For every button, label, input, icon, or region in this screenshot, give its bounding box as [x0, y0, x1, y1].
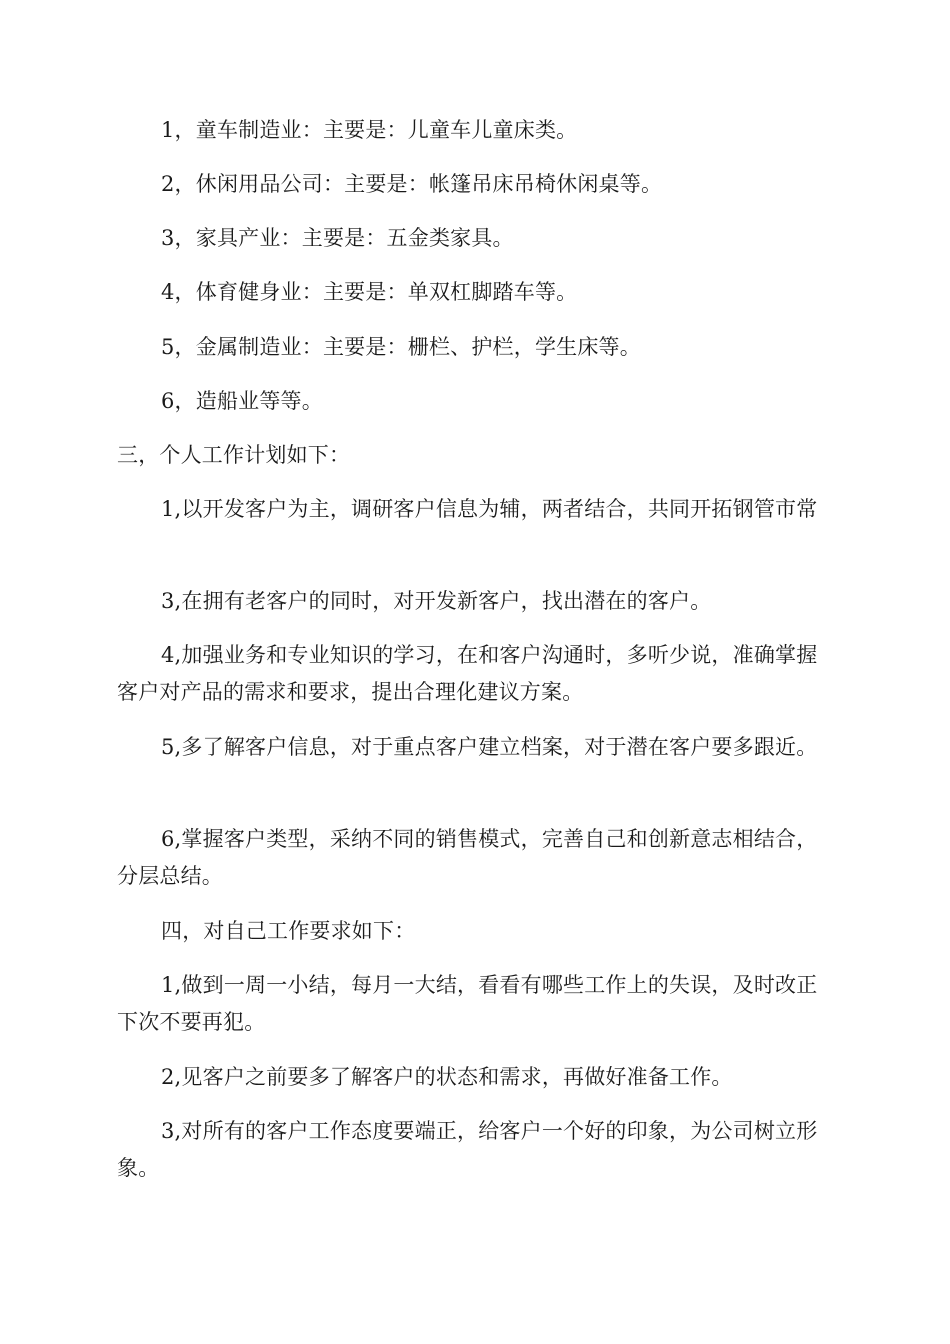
section-heading-4: 四，对自己工作要求如下： [161, 919, 416, 943]
paragraph-item-5: 5，金属制造业：主要是：栅栏、护栏，学生床等。 [161, 335, 641, 359]
requirement-item-1: 1,做到一周一小结，每月一大结，看看有哪些工作上的失误，及时改正下次不要再犯。 [117, 973, 818, 1034]
paragraph-item-2: 2，休闲用品公司：主要是：帐篷吊床吊椅休闲桌等。 [161, 172, 663, 196]
plan-item-4: 4,加强业务和专业知识的学习，在和客户沟通时，多听少说，准确掌握客户对产品的需求和要求，提出合理化建议方案。 [117, 643, 818, 704]
paragraph-item-1: 1，童车制造业：主要是：儿童车儿童床类。 [161, 118, 578, 142]
plan-item-5: 5,多了解客户信息，对于重点客户建立档案，对于潜在客户要多跟近。 [161, 735, 818, 759]
plan-item-6: 6,掌握客户类型，采纳不同的销售模式，完善自己和创新意志相结合，分层总结。 [117, 827, 818, 888]
paragraph-item-6: 6，造船业等等。 [161, 389, 323, 413]
requirement-item-3: 3,对所有的客户工作态度要端正，给客户一个好的印象，为公司树立形象。 [117, 1119, 818, 1180]
plan-item-1: 1,以开发客户为主，调研客户信息为辅，两者结合，共同开拓钢管市常 [161, 497, 818, 521]
paragraph-item-4: 4，体育健身业：主要是：单双杠脚踏车等。 [161, 280, 578, 304]
plan-item-3: 3,在拥有老客户的同时，对开发新客户，找出潜在的客户。 [161, 589, 712, 613]
paragraph-item-3: 3，家具产业：主要是：五金类家具。 [161, 226, 514, 250]
section-heading-3: 三，个人工作计划如下： [117, 443, 351, 467]
requirement-item-2: 2,见客户之前要多了解客户的状态和需求，再做好准备工作。 [161, 1065, 733, 1089]
